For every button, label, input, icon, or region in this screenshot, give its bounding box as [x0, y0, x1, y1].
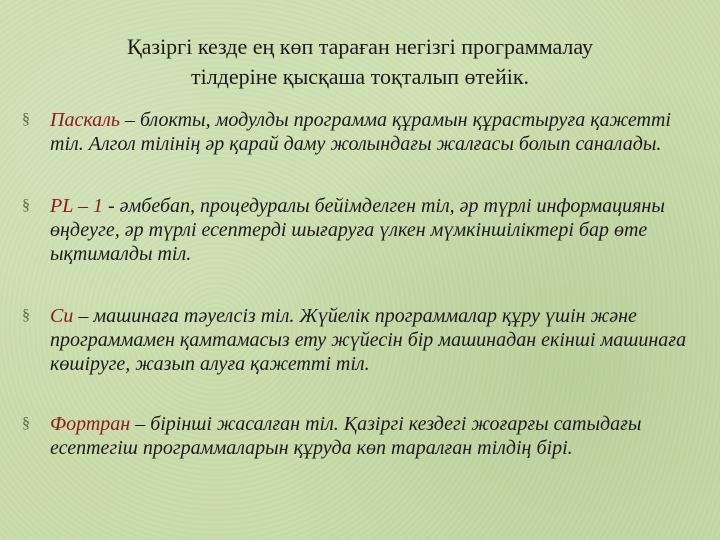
- term-pl1: PL – 1: [50, 195, 103, 217]
- bullet-item-c: [22, 304, 702, 376]
- term-c: Си: [50, 305, 74, 327]
- bullet-list: [22, 108, 702, 460]
- slide-title: [60, 32, 660, 92]
- desc-pl1: - әмбебап, процедуралы бейімделген тіл, әр түрлі информацияны өңдеуге, әр түрлі есептерді шығаруға үлкен мүмкіншіліктері бар өте ықтималды тіл.: [50, 195, 665, 265]
- slide-title-line-1: Қазіргі кезде ең көп тараған негізгі программалау: [126, 34, 594, 59]
- term-fortran: Фортран: [50, 413, 131, 435]
- bullet-marker-icon: §: [22, 197, 30, 214]
- bullet-item-fortran: [22, 412, 702, 460]
- term-pascal: Паскаль: [50, 109, 120, 131]
- bullet-marker-icon: §: [22, 111, 30, 128]
- bullet-marker-icon: §: [22, 307, 30, 324]
- bullet-marker-icon: §: [22, 415, 30, 432]
- bullet-item-pascal: [22, 108, 702, 156]
- bullet-item-pl1: [22, 194, 702, 266]
- desc-fortran: – бірінші жасалған тіл. Қазіргі кездегі жоғарғы сатыдағы есептегіш программаларын құруда көп таралған тілдің бірі.: [50, 413, 642, 459]
- desc-pascal: – блокты, модулды программа құрамын құрастыруға қажетті тіл. Алгол тілінің әр қарай даму жолындағы жалғасы болып саналады.: [50, 109, 671, 155]
- desc-c: – машинаға тәуелсіз тіл. Жүйелік программалар құру үшін және программамен қамтамасыз ету жүйесін бір машинадан екінші машинаға көшіруге, жазып алуға қажетті тіл.: [50, 305, 687, 375]
- slide-title-line-2: тілдеріне қысқаша тоқталып өтейік.: [190, 64, 530, 89]
